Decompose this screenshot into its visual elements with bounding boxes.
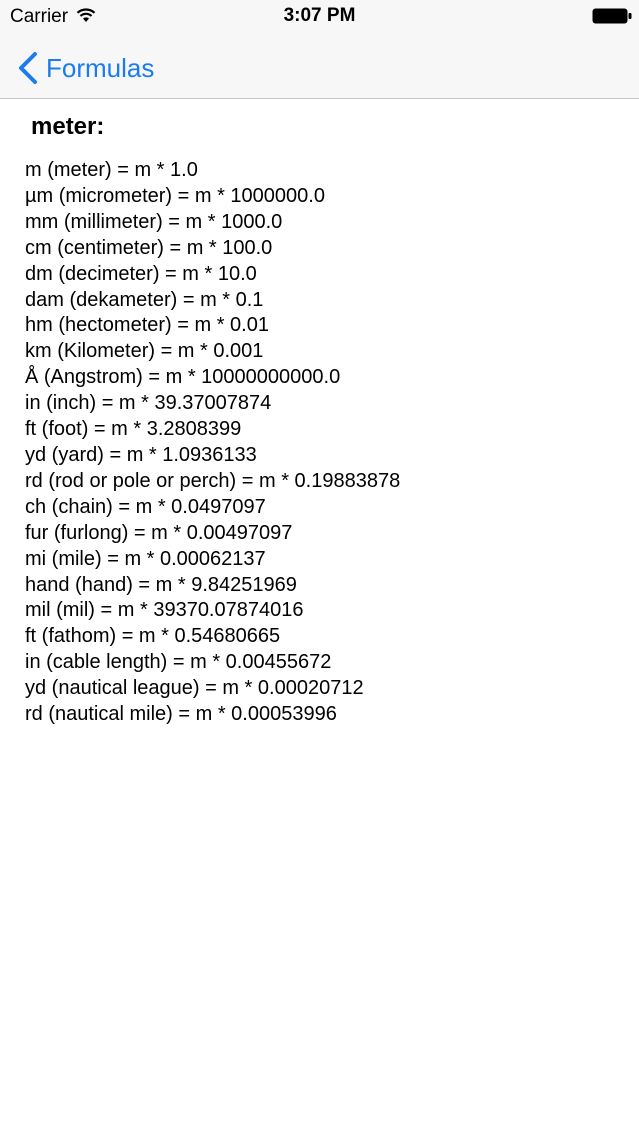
formula-item: yd (yard) = m * 1.0936133 bbox=[25, 443, 257, 466]
formula-item: mm (millimeter) = m * 1000.0 bbox=[25, 210, 283, 233]
formula-item: km (Kilometer) = m * 0.001 bbox=[25, 340, 264, 363]
formula-item: m (meter) = m * 1.0 bbox=[25, 159, 198, 181]
status-bar bbox=[0, 0, 639, 40]
formula-item: dm (decimeter) = m * 10.0 bbox=[25, 262, 257, 285]
formula-item: ft (foot) = m * 3.2808399 bbox=[25, 418, 242, 441]
status-time: 3:07 PM bbox=[283, 5, 356, 26]
formula-item: hand (hand) = m * 9.84251969 bbox=[25, 573, 297, 596]
formula-item: mil (mil) = m * 39370.07874016 bbox=[25, 599, 304, 622]
formula-item: hm (hectometer) = m * 0.01 bbox=[25, 314, 269, 337]
formula-item: rd (nautical mile) = m * 0.00053996 bbox=[25, 703, 337, 726]
carrier-label: Carrier bbox=[10, 6, 69, 27]
formula-list bbox=[25, 158, 400, 728]
formula-item: Å (Angstrom) = m * 10000000000.0 bbox=[25, 366, 341, 389]
unit-heading: meter: bbox=[31, 113, 105, 140]
formula-item: ch (chain) = m * 0.0497097 bbox=[25, 495, 266, 518]
formula-item: rd (rod or pole or perch) = m * 0.19883878 bbox=[25, 469, 401, 492]
back-button[interactable] bbox=[16, 48, 154, 88]
formula-item: in (cable length) = m * 0.00455672 bbox=[25, 651, 332, 674]
battery-icon bbox=[592, 8, 632, 24]
chevron-left-icon bbox=[16, 51, 40, 85]
formula-item: in (inch) = m * 39.37007874 bbox=[25, 392, 272, 415]
formula-item: cm (centimeter) = m * 100.0 bbox=[25, 236, 273, 259]
formula-item: mi (mile) = m * 0.00062137 bbox=[25, 547, 266, 570]
formula-item: dam (dekameter) = m * 0.1 bbox=[25, 288, 264, 311]
formula-item: µm (micrometer) = m * 1000000.0 bbox=[25, 184, 325, 207]
formula-item: ft (fathom) = m * 0.54680665 bbox=[25, 625, 281, 648]
formula-item: yd (nautical league) = m * 0.00020712 bbox=[25, 677, 364, 700]
back-button-label: Formulas bbox=[46, 52, 155, 83]
formula-item: fur (furlong) = m * 0.00497097 bbox=[25, 521, 293, 544]
navigation-bar bbox=[0, 40, 639, 99]
